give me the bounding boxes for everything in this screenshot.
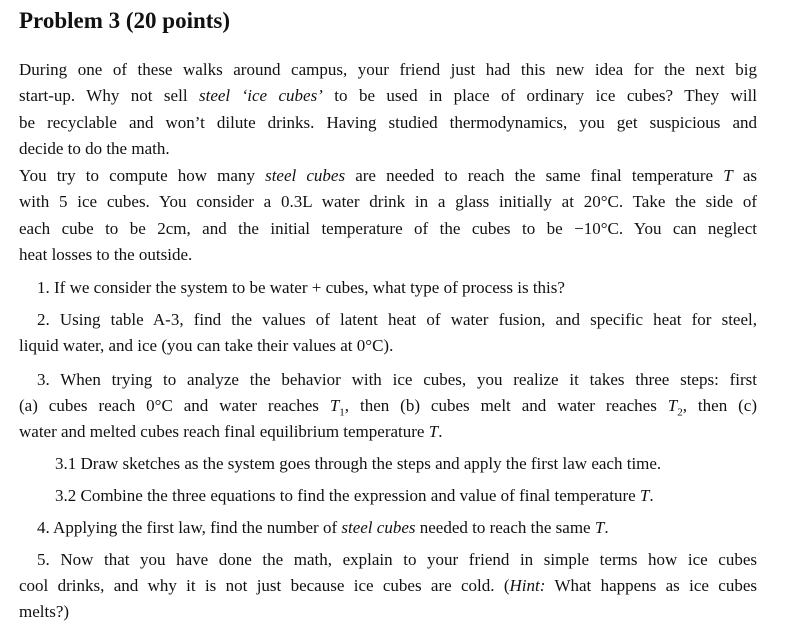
text-segment: to be used in place of ordinary ice cubes? They will bbox=[322, 86, 758, 105]
text-segment: 1. If we consider the system to be water + cubes, what type of process is this? bbox=[37, 278, 565, 297]
question-3-1-line bbox=[55, 454, 757, 474]
text-segment: steel cubes bbox=[265, 166, 346, 185]
text-segment: T bbox=[639, 486, 650, 505]
intro-paragraph-line bbox=[19, 60, 757, 80]
question-3-line bbox=[37, 370, 757, 390]
text-segment: 3.1 Draw sketches as the system goes through the steps and apply the first law each time. bbox=[55, 454, 662, 473]
text-segment: (a) cubes reach 0°C and water reaches bbox=[19, 396, 330, 415]
text-segment: T bbox=[594, 518, 605, 537]
text-segment: heat losses to the outside. bbox=[19, 245, 193, 264]
text-segment: T bbox=[428, 422, 439, 441]
text-segment: , then (b) cubes melt and water reaches bbox=[344, 396, 668, 415]
text-segment: needed to reach the same bbox=[415, 518, 595, 537]
setup-paragraph-line bbox=[19, 219, 757, 239]
text-segment: liquid water, and ice (you can take their values at 0°C). bbox=[19, 336, 394, 355]
setup-paragraph-line bbox=[19, 245, 757, 265]
text-segment: During one of these walks around campus, your friend just had this new idea for the next big bbox=[19, 60, 757, 79]
setup-paragraph-line bbox=[19, 192, 757, 212]
text-segment: T bbox=[329, 396, 340, 415]
question-3-2-line bbox=[55, 486, 757, 506]
text-segment: as bbox=[732, 166, 757, 185]
text-segment: . bbox=[649, 486, 654, 505]
problem-title: Problem 3 (20 points) bbox=[19, 8, 231, 33]
text-segment: are needed to reach the same final temperature bbox=[345, 166, 724, 185]
text-segment: steel cubes bbox=[341, 518, 416, 537]
text-segment: cool drinks, and why it is not just because ice cubes are cold. ( bbox=[19, 576, 510, 595]
setup-paragraph-line bbox=[19, 166, 757, 186]
intro-paragraph-line bbox=[19, 86, 757, 106]
text-segment: . bbox=[604, 518, 609, 537]
text-segment: water and melted cubes reach final equilibrium temperature bbox=[19, 422, 429, 441]
text-segment: 2 bbox=[677, 406, 683, 419]
text-segment: 1 bbox=[339, 406, 345, 419]
text-segment: each cube to be 2cm, and the initial temperature of the cubes to be −10°C. You can neglect bbox=[19, 219, 757, 238]
text-segment: be recyclable and won’t dilute drinks. Having studied thermodynamics, you get suspicious and bbox=[19, 113, 757, 132]
text-segment: 2. Using table A-3, find the values of latent heat of water fusion, and specific heat for steel, bbox=[37, 310, 757, 329]
question-1-line bbox=[37, 278, 757, 298]
question-5-line bbox=[19, 602, 757, 622]
question-3-line bbox=[19, 422, 757, 442]
text-segment: T bbox=[667, 396, 678, 415]
text-segment: T bbox=[723, 166, 733, 185]
text-segment: 3. When trying to analyze the behavior with ice cubes, you realize it takes three steps: first bbox=[37, 370, 757, 389]
text-segment: You try to compute how many bbox=[19, 166, 266, 185]
text-segment: 4. Applying the first law, find the number of bbox=[37, 518, 342, 537]
question-5-line bbox=[19, 576, 757, 596]
text-segment: melts?) bbox=[19, 602, 70, 621]
intro-paragraph-line bbox=[19, 139, 757, 159]
text-segment: 3.2 Combine the three equations to find the expression and value of final temperature bbox=[55, 486, 640, 505]
text-segment: steel ‘ice cubes’ bbox=[198, 86, 323, 105]
text-segment: Hint: bbox=[509, 576, 546, 595]
question-5-line bbox=[37, 550, 757, 570]
text-segment: decide to do the math. bbox=[19, 139, 170, 158]
text-segment: 5. Now that you have done the math, explain to your friend in simple terms how ice cubes bbox=[37, 550, 757, 569]
question-3-line bbox=[19, 396, 758, 419]
text-segment: , then (c) bbox=[682, 396, 758, 415]
intro-paragraph-line bbox=[19, 113, 757, 133]
text-segment: with 5 ice cubes. You consider a 0.3L water drink in a glass initially at 20°C. Take the side of bbox=[19, 192, 757, 211]
text-segment: . bbox=[438, 422, 443, 441]
question-2-line bbox=[19, 336, 757, 356]
question-4-line bbox=[37, 518, 757, 538]
text-segment: What happens as ice cubes bbox=[545, 576, 757, 595]
text-segment: start-up. Why not sell bbox=[19, 86, 199, 105]
question-2-line bbox=[37, 310, 757, 330]
